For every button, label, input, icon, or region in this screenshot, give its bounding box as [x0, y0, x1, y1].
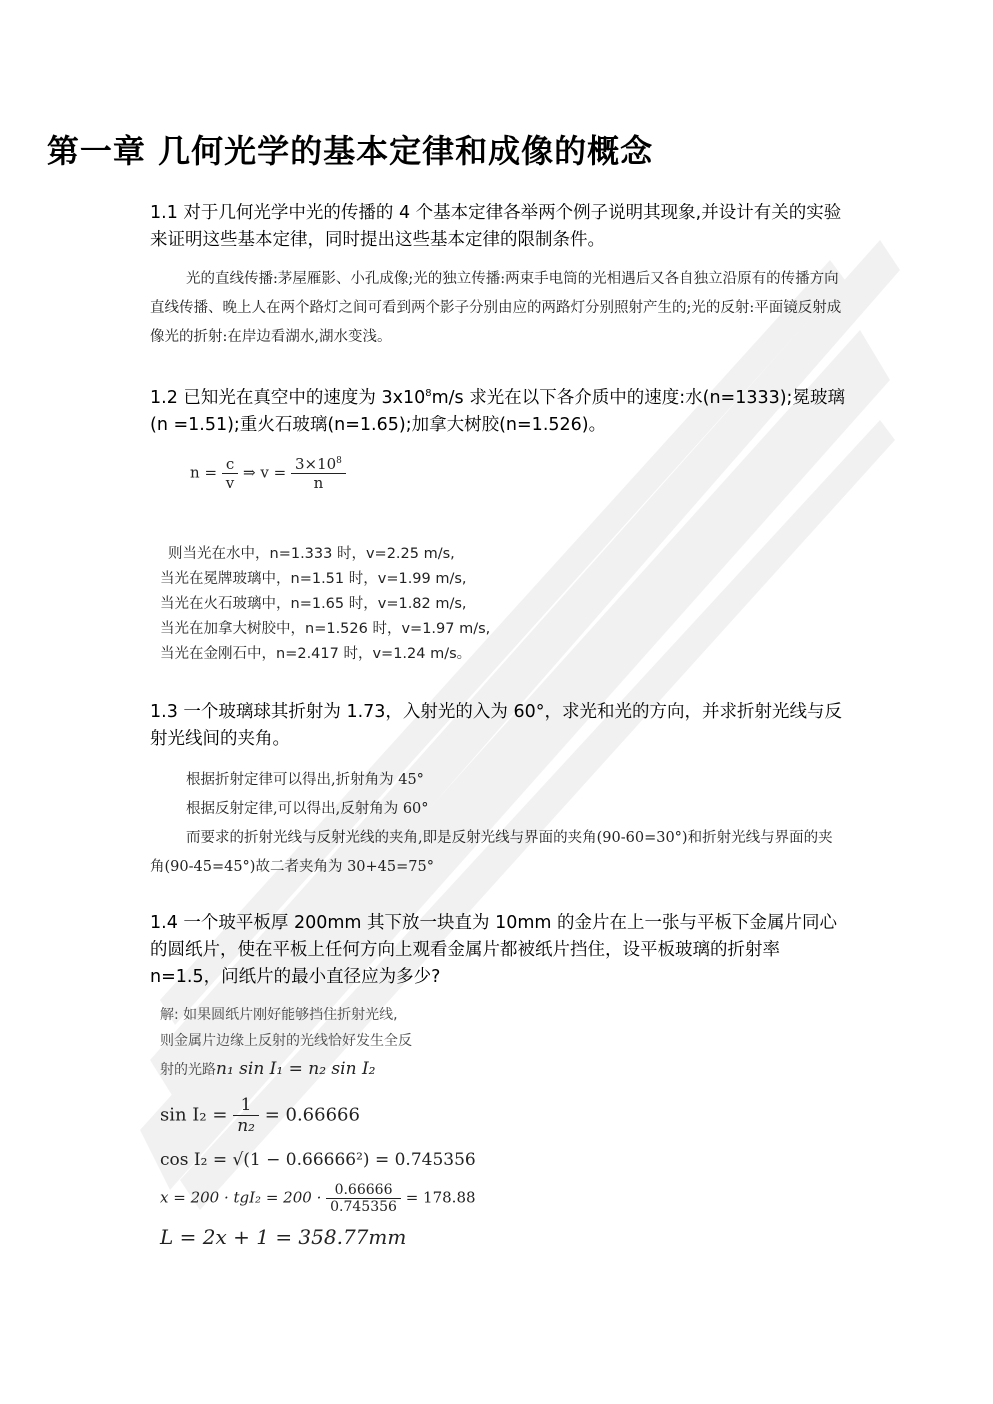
formula-v-den: v: [225, 474, 235, 492]
formula-c-over-v: [222, 455, 238, 492]
speed-line-water: 则当光在水中，n=1.333 时，v=2.25 m/s,: [168, 546, 455, 562]
equation-sin-den: n₂: [237, 1116, 255, 1136]
solution-line-2: 则金属片边缘上反射的光线恰好发生全反: [160, 1033, 412, 1049]
equation-x-num: 0.66666: [326, 1182, 401, 1199]
question-1-1: 1.1 对于几何光学中光的传播的 4 个基本定律各举两个例子说明其现象,并设计有关的实验来证明这些基本定律，同时提出这些基本定律的限制条件。: [150, 203, 842, 250]
formula-n: n: [190, 463, 200, 482]
equation-sin-lhs: sin I₂ =: [160, 1104, 228, 1126]
equation-x: [160, 1182, 600, 1215]
formula-n-den: n: [313, 474, 324, 492]
question-1-2-part-b: m/s 求光在以下各介质中的速度:水(n=1333);冕玻璃(n =1.51);重火石玻璃(n=1.65);加拿大树胶(n=1.526)。: [150, 387, 845, 435]
answer-1-1: [150, 265, 845, 352]
answer-1-3-line-3: 而要求的折射光线与反射光线的夹角,即是反射光线与界面的夹角(90-60=30°)和折射光线与界面的夹角(90-45=45°)故二者夹角为 30+45=75°: [150, 830, 833, 875]
equation-sin-num: 1: [233, 1095, 259, 1116]
formula-velocity: n = $\frac{c}{v}$ ⇒ v = $\frac{3\times 10^8}{n}$: [190, 455, 346, 492]
formula-speed-over-n: [291, 455, 346, 492]
equation-cos: cos I₂ = √(1 − 0.66666²) = 0.745356: [160, 1150, 476, 1170]
equation-x-fraction: [326, 1182, 401, 1215]
question-1-2: [150, 380, 845, 439]
equation-x-den: 0.745356: [330, 1199, 397, 1215]
speed-line-crown: 当光在冕牌玻璃中，n=1.51 时，v=1.99 m/s,: [160, 571, 467, 587]
answer-1-3-line-1: 根据折射定律可以得出,折射角为 45°: [186, 772, 424, 788]
answer-1-3-line-2: 根据反射定律,可以得出,反射角为 60°: [186, 801, 429, 817]
speed-line-balsam: 当光在加拿大树胶中，n=1.526 时，v=1.97 m/s,: [160, 621, 491, 637]
question-1-2-exponent: 8: [425, 388, 432, 399]
question-1-3: 1.3 一个玻璃球其折射为 1.73，入射光的入为 60°，求光和光的方向，并求折射光线与反射光线间的夹角。: [150, 702, 842, 749]
solution-line-1: 解: 如果圆纸片刚好能够挡住折射光线,: [160, 1007, 398, 1023]
equation-snell: n₁ sin I₁ = n₂ sin I₂: [216, 1059, 376, 1079]
solution-line-3-text: 射的光路: [160, 1062, 216, 1078]
formula-v: v: [260, 463, 269, 482]
equation-sin: [160, 1095, 600, 1136]
page-title: 第一章 几何光学的基本定律和成像的概念: [46, 132, 654, 170]
question-1-4: 1.4 一个玻平板厚 200mm 其下放一块直为 10mm 的金片在上一张与平板下金属片同心的圆纸片，使在平板上任何方向上观看金属片都被纸片挡住，设平板玻璃的折射率 n=1.5，问纸片的最小直径应为多少?: [150, 913, 838, 987]
formula-speed: [291, 455, 346, 474]
answer-1-1-text: 光的直线传播:茅屋雁影、小孔成像;光的独立传播:两束手电筒的光相遇后又各自独立沿原有的传播方向直线传播、晚上人在两个路灯之间可看到两个影子分别由应的两路灯分别照射产生的;光的反射:平面镜反射成像光的折射:在岸边看湖水,湖水变浅。: [150, 271, 842, 345]
equation-x-rhs: = 178.88: [405, 1188, 476, 1207]
solution-line-3: [160, 1054, 600, 1085]
formula-speed-exponent: 8: [336, 456, 342, 466]
equation-x-lhs: x = 200 · tgI₂ = 200 ·: [160, 1188, 322, 1207]
formula-speed-mantissa: 3×10: [294, 455, 337, 473]
speed-line-flint: 当光在火石玻璃中，n=1.65 时，v=1.82 m/s,: [160, 596, 467, 612]
formula-c: c: [222, 455, 238, 474]
answer-1-3: [150, 766, 845, 882]
equation-sin-fraction: [233, 1095, 259, 1136]
equation-l: L = 2x + 1 = 358.77mm: [160, 1225, 407, 1249]
question-1-2-part-a: 1.2 已知光在真空中的速度为 3x10: [150, 387, 426, 408]
equation-sin-rhs: = 0.66666: [264, 1104, 360, 1126]
speed-line-diamond: 当光在金刚石中，n=2.417 时，v=1.24 m/s。: [160, 646, 472, 662]
solution-1-4: [160, 1002, 600, 1249]
speed-results: [160, 542, 490, 667]
